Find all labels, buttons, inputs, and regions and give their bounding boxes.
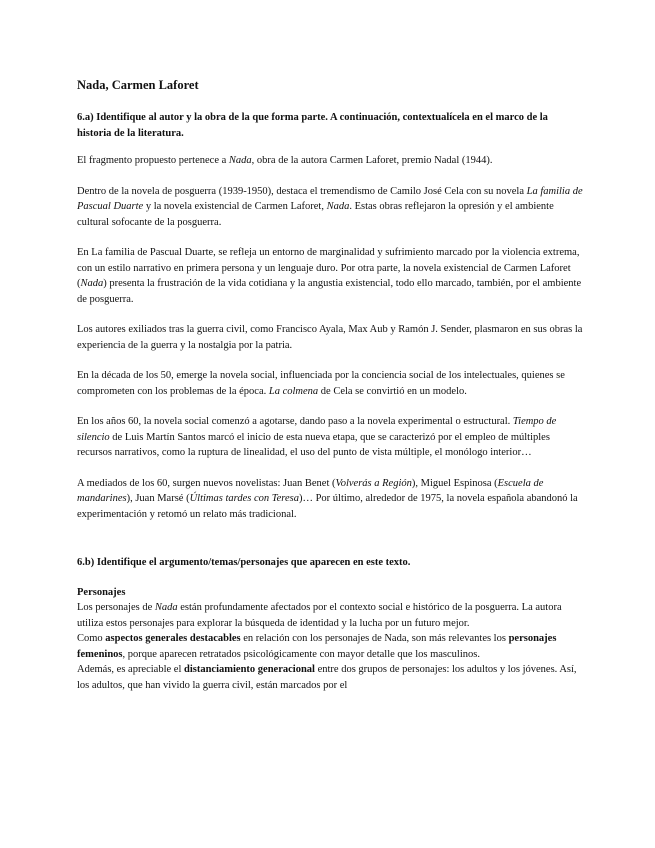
italic-title: Nada	[154, 602, 178, 613]
paragraph-distanciamiento	[77, 662, 583, 693]
text-span: y la novela existencial de Carmen Laforet,	[143, 201, 327, 212]
document-title: Nada, Carmen Laforet	[77, 78, 199, 92]
text-span: Dentro de la novela de posguerra (1939-1950), destaca el tremendismo de Camilo José Cela con su novela	[77, 185, 527, 197]
paragraph-exiliados: Los autores exiliados tras la guerra civil, como Francisco Ayala, Max Aub y Ramón J. Sender, plasmaron en sus obras la experiencia de la guerra y la nostalgia por la patria.	[77, 324, 583, 351]
text-span: En los años 60, la novela social comenzó a agotarse, dando paso a la novela experimental o estructural.	[77, 416, 513, 427]
paragraph-personajes-intro	[77, 600, 583, 631]
paragraph-posguerra	[77, 184, 583, 231]
text-span: )… Por último, alrededor de 1975, la novela española abandonó la experimentación y retomó un relato más tradicional.	[77, 493, 578, 520]
paragraph-novela-social	[77, 368, 583, 399]
paragraph-novela-experimental	[77, 414, 583, 461]
text-span: A mediados de los 60, surgen nuevos novelistas: Juan Benet (	[77, 477, 336, 489]
italic-title: La familia de Pascual Duarte	[77, 185, 583, 212]
section-heading-personajes: Personajes	[77, 586, 126, 598]
text-span: Los personajes de	[77, 602, 155, 613]
italic-title: Tiempo de silencio	[77, 416, 557, 443]
text-span: de Cela se convirtió en un modelo.	[318, 385, 467, 397]
italic-title: Volverás a Región	[335, 477, 412, 489]
bold-phrase: distanciamiento generacional	[184, 664, 315, 675]
paragraph-personajes-femeninos	[77, 631, 583, 662]
text-span: ), Juan Marsé (	[126, 493, 190, 504]
text-span: Como	[77, 633, 106, 644]
paragraph-nuevos-novelistas	[77, 476, 583, 523]
italic-title: Últimas tardes con Teresa	[189, 493, 299, 504]
question-6b: 6.b) Identifique el argumento/temas/personajes que aparecen en este texto.	[77, 557, 411, 568]
text-span: , porque aparecen retratados psicológicamente con mayor detalle que los masculinos.	[122, 648, 480, 660]
italic-title: Escuela de mandarines	[77, 477, 544, 504]
question-6a: 6.a) Identifique al autor y la obra de la que forma parte. A continuación, contextualícela en el marco de la historia de la literatura.	[77, 112, 548, 139]
paragraph-authorship	[77, 153, 583, 169]
text-span: Además, es apreciable el	[77, 664, 184, 675]
text-span: entre dos grupos de personajes: los adultos y los jóvenes. Así, los adultos, que han vivido la guerra civil, están marcados por el	[77, 664, 577, 691]
spacer	[77, 537, 583, 555]
text-span: En La familia de Pascual Duarte, se refleja un entorno de marginalidad y sufrimiento marcado por la violencia extrema, con un estilo narrativo en primera persona y un lenguaje duro. Por otra parte, la novela existencial de Carmen Laforet (	[77, 247, 580, 289]
bold-phrase: aspectos generales destacables	[105, 633, 241, 644]
text-span: están profundamente afectados por el contexto social e histórico de la posguerra. La autora utiliza estos personajes para explorar la búsqueda de identidad y la lucha por un futuro mejor.	[77, 602, 562, 629]
text-span: de Luis Martín Santos marcó el inicio de esta nueva etapa, que se caracterizó por el empleo de múltiples recursos narrativos, como la ruptura de linealidad, el uso del punto de vista múltiple, el monólogo interior…	[77, 431, 550, 458]
text-span: en relación con los personajes de Nada, son más relevantes los	[240, 633, 509, 644]
italic-title: Nada	[228, 155, 252, 166]
bold-phrase: personajes femeninos	[77, 633, 557, 660]
text-span: ), Miguel Espinosa (	[411, 477, 498, 489]
italic-title: Nada	[80, 278, 104, 289]
text-span: . Estas obras reflejaron la opresión y el ambiente cultural sofocante de la posguerra.	[77, 201, 554, 228]
text-span: El fragmento propuesto pertenece a	[77, 155, 229, 166]
italic-title: Nada	[326, 201, 350, 212]
text-span: En la década de los 50, emerge la novela social, influenciada por la conciencia social de los intelectuales, quienes se comprometen con los problemas de la época.	[77, 370, 565, 397]
paragraph-pascual-duarte	[77, 245, 583, 307]
italic-title: La colmena	[268, 385, 319, 397]
text-span: , obra de la autora Carmen Laforet, premio Nadal (1944).	[251, 155, 493, 166]
text-span: ) presenta la frustración de la vida cotidiana y la angustia existencial, todo ello marcado, también, por el ambiente de posguerra.	[77, 278, 582, 305]
